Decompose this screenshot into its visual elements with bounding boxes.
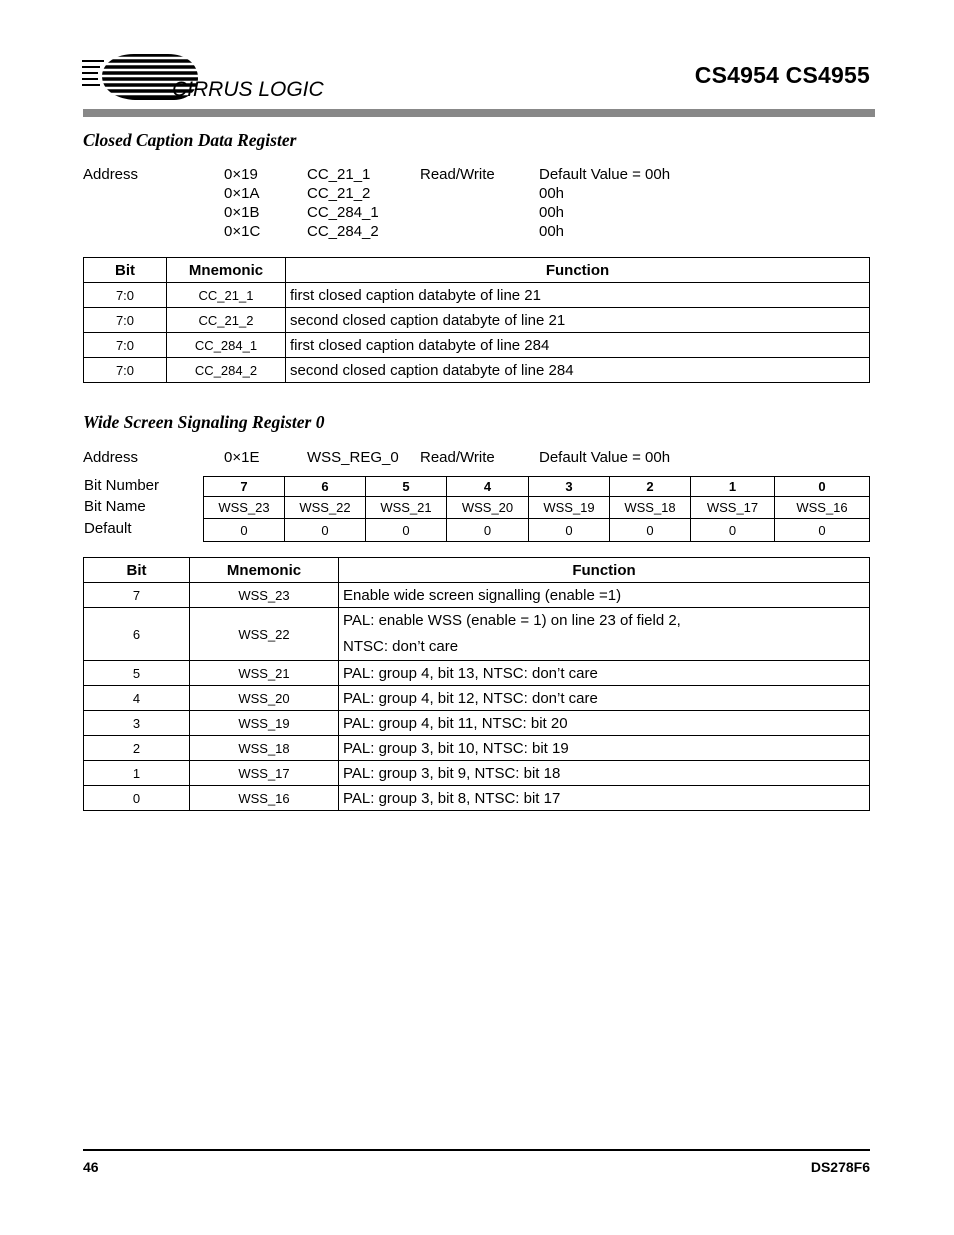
bit-name-cell: WSS_23 xyxy=(204,497,285,519)
cirrus-logic-logo xyxy=(82,48,332,104)
table-row xyxy=(84,761,870,786)
cell-function: PAL: group 3, bit 10, NTSC: bit 19 xyxy=(339,736,870,761)
cell-function: Enable wide screen signalling (enable =1) xyxy=(339,583,870,608)
bit-number-row xyxy=(204,477,870,497)
table-row xyxy=(84,736,870,761)
cell-bit: 7:0 xyxy=(84,358,167,383)
bit-number-cell: 4 xyxy=(447,477,529,497)
cell-mnemonic: WSS_23 xyxy=(190,583,339,608)
default-cell: 0 xyxy=(204,519,285,542)
cell-mnemonic: CC_284_1 xyxy=(167,333,286,358)
table-row xyxy=(84,583,870,608)
cell-mnemonic: CC_21_2 xyxy=(167,308,286,333)
cc-reg-addr: 0×1A xyxy=(224,185,260,202)
bit-name-row xyxy=(204,497,870,519)
cell-bit: 1 xyxy=(84,761,190,786)
cc-reg-addr: 0×19 xyxy=(224,166,258,183)
cell-bit: 0 xyxy=(84,786,190,811)
col-header-function: Function xyxy=(339,558,870,583)
cell-mnemonic: WSS_21 xyxy=(190,661,339,686)
table-header-row xyxy=(84,558,870,583)
cc-reg-name: CC_284_2 xyxy=(307,223,379,240)
cell-bit: 4 xyxy=(84,686,190,711)
col-header-mnemonic: Mnemonic xyxy=(190,558,339,583)
wss-reg-access: Read/Write xyxy=(420,449,495,466)
cell-bit: 7 xyxy=(84,583,190,608)
default-cell: 0 xyxy=(447,519,529,542)
bit-number-cell: 6 xyxy=(285,477,366,497)
cell-mnemonic: CC_21_1 xyxy=(167,283,286,308)
bit-name-cell: WSS_17 xyxy=(691,497,775,519)
default-cell: 0 xyxy=(366,519,447,542)
table-row xyxy=(84,358,870,383)
wss-reg-default: Default Value = 00h xyxy=(539,449,671,466)
cell-function: second closed caption databyte of line 284 xyxy=(286,358,870,383)
wss-address-label: Address xyxy=(83,449,139,466)
bit-name-cell: WSS_22 xyxy=(285,497,366,519)
logo-wordmark: CIRRUS LOGIC xyxy=(172,78,324,101)
cc-reg-addr: 0×1B xyxy=(224,204,260,221)
default-row xyxy=(204,519,870,542)
cc-reg-default: 00h xyxy=(539,185,565,202)
cc-reg-name: CC_21_2 xyxy=(307,185,371,202)
wss-bit-table xyxy=(203,476,870,542)
cell-function: PAL: group 3, bit 9, NTSC: bit 18 xyxy=(339,761,870,786)
default-cell: 0 xyxy=(775,519,870,542)
cell-function: first closed caption databyte of line 284 xyxy=(286,333,870,358)
cell-mnemonic: WSS_22 xyxy=(190,608,339,661)
bit-name-cell: WSS_18 xyxy=(610,497,691,519)
cell-mnemonic: CC_284_2 xyxy=(167,358,286,383)
cell-bit: 6 xyxy=(84,608,190,661)
wss-reg-name: WSS_REG_0 xyxy=(307,449,399,466)
bit-number-cell: 5 xyxy=(366,477,447,497)
cell-function: PAL: group 4, bit 11, NTSC: bit 20 xyxy=(339,711,870,736)
cc-reg-name: CC_21_1 xyxy=(307,166,371,183)
table-row xyxy=(84,661,870,686)
bit-name-cell: WSS_19 xyxy=(529,497,610,519)
bit-number-cell: 7 xyxy=(204,477,285,497)
default-cell: 0 xyxy=(285,519,366,542)
table-row xyxy=(84,686,870,711)
cell-bit: 2 xyxy=(84,736,190,761)
page-number: 46 xyxy=(83,1159,99,1175)
table-row xyxy=(84,711,870,736)
table-row xyxy=(84,283,870,308)
col-header-bit: Bit xyxy=(84,258,167,283)
cc-section-title: Closed Caption Data Register xyxy=(83,130,297,150)
document-id: DS278F6 xyxy=(810,1159,870,1175)
cell-bit: 5 xyxy=(84,661,190,686)
bit-number-cell: 0 xyxy=(775,477,870,497)
function-line-1: PAL: enable WSS (enable = 1) on line 23 of field 2, xyxy=(343,612,681,629)
col-header-mnemonic: Mnemonic xyxy=(167,258,286,283)
table-row xyxy=(84,608,870,661)
table-row xyxy=(84,333,870,358)
cell-function: PAL: group 3, bit 8, NTSC: bit 17 xyxy=(339,786,870,811)
table-row xyxy=(84,786,870,811)
cell-mnemonic: WSS_19 xyxy=(190,711,339,736)
cell-function: second closed caption databyte of line 21 xyxy=(286,308,870,333)
bit-number-cell: 2 xyxy=(610,477,691,497)
cell-mnemonic: WSS_18 xyxy=(190,736,339,761)
cell-bit: 7:0 xyxy=(84,308,167,333)
cc-address-label: Address xyxy=(83,166,139,183)
footer-divider xyxy=(83,1149,870,1151)
wss-section-title: Wide Screen Signaling Register 0 xyxy=(83,412,325,432)
bit-number-label: Bit Number xyxy=(84,477,160,494)
function-line-2: NTSC: don’t care xyxy=(343,638,459,655)
cc-reg-default: 00h xyxy=(539,204,565,221)
table-header-row xyxy=(84,258,870,283)
bit-name-label: Bit Name xyxy=(84,498,146,515)
col-header-bit: Bit xyxy=(84,558,190,583)
cell-function xyxy=(339,608,870,661)
wss-function-table xyxy=(83,557,870,811)
cell-mnemonic: WSS_16 xyxy=(190,786,339,811)
default-cell: 0 xyxy=(691,519,775,542)
cell-function: PAL: group 4, bit 13, NTSC: don’t care xyxy=(339,661,870,686)
bit-name-cell: WSS_21 xyxy=(366,497,447,519)
header-divider xyxy=(83,109,875,117)
cc-function-table xyxy=(83,257,870,383)
cell-bit: 7:0 xyxy=(84,333,167,358)
cell-mnemonic: WSS_20 xyxy=(190,686,339,711)
bit-number-cell: 1 xyxy=(691,477,775,497)
default-label: Default xyxy=(84,520,132,537)
cell-function: PAL: group 4, bit 12, NTSC: don’t care xyxy=(339,686,870,711)
default-cell: 0 xyxy=(610,519,691,542)
cell-bit: 7:0 xyxy=(84,283,167,308)
bit-name-cell: WSS_16 xyxy=(775,497,870,519)
wss-reg-addr: 0×1E xyxy=(224,449,260,466)
col-header-function: Function xyxy=(286,258,870,283)
cc-reg-access: Read/Write xyxy=(420,166,495,183)
bit-name-cell: WSS_20 xyxy=(447,497,529,519)
bit-number-cell: 3 xyxy=(529,477,610,497)
default-cell: 0 xyxy=(529,519,610,542)
cc-reg-addr: 0×1C xyxy=(224,223,261,240)
cell-mnemonic: WSS_17 xyxy=(190,761,339,786)
document-title: CS4954 CS4955 xyxy=(694,62,870,88)
cell-bit: 3 xyxy=(84,711,190,736)
cc-reg-default: 00h xyxy=(539,223,565,240)
table-row xyxy=(84,308,870,333)
cc-reg-name: CC_284_1 xyxy=(307,204,379,221)
cc-reg-default: Default Value = 00h xyxy=(539,166,671,183)
cell-function: first closed caption databyte of line 21 xyxy=(286,283,870,308)
